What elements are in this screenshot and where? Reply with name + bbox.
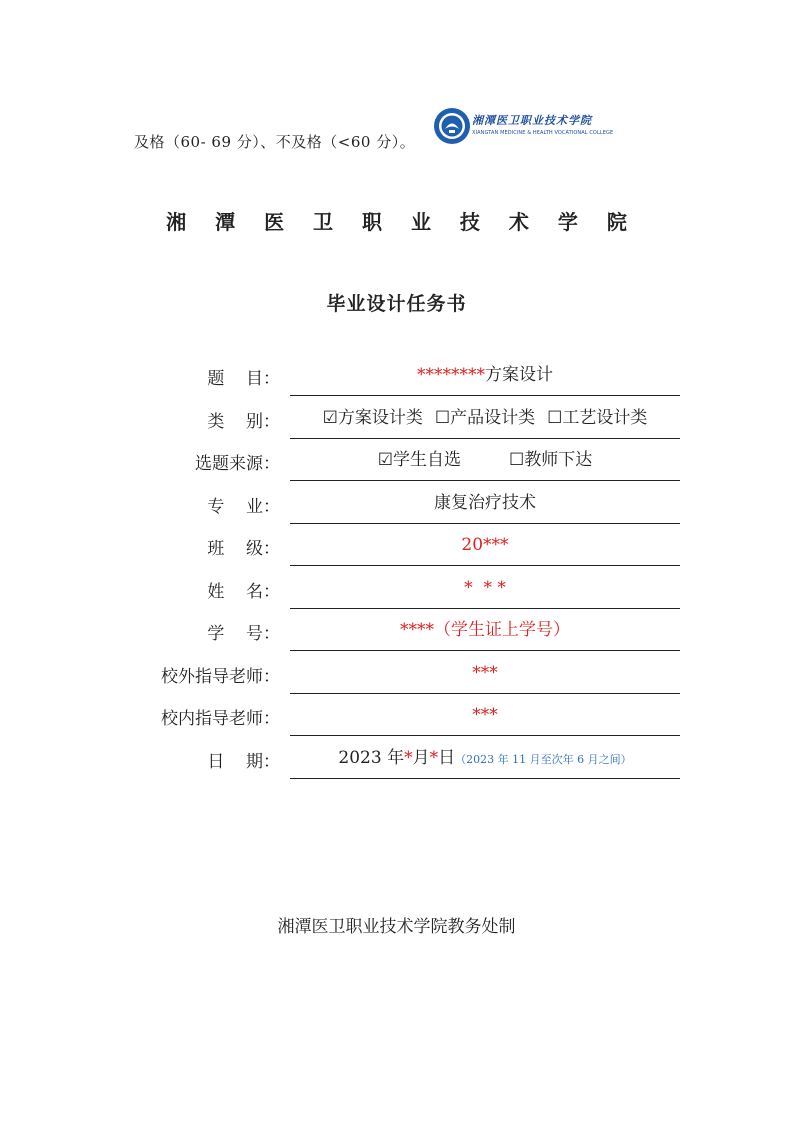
row-source [0,440,793,483]
row-category [0,398,793,441]
category-option-process[interactable]: ☐工艺设计类 [547,407,648,428]
student-id-label: 学 号： [207,624,280,644]
name-label: 姓 名： [207,581,280,602]
category-options [290,398,680,439]
external-advisor-label: 校外指导老师： [161,666,280,687]
source-option-self[interactable]: ☑学生自选 [377,450,461,470]
row-internal-advisor [0,695,793,738]
row-date [0,738,793,781]
logo-cn: 湘潭医卫职业技术学院 [472,114,592,127]
logo-en: XIANGTAN MEDICINE & HEALTH VOCATIONAL COLLEGE [472,130,614,136]
college-logo-text [472,112,613,136]
major-value: 康复治疗技术 [290,483,680,524]
topic-label: 题 目： [207,369,280,389]
category-option-scheme[interactable]: ☑方案设计类 [322,407,423,428]
footer-issuer: 湘潭医卫职业技术学院教务处制 [277,917,516,937]
date-label: 日 期： [207,751,280,772]
row-name [0,568,793,611]
class-label: 班 级： [207,539,280,559]
source-options [290,440,680,481]
major-label: 专 业： [207,496,280,517]
grading-note: 及格（60- 69 分）、不及格（<60 分）。 [134,133,416,151]
topic-value: ********方案设计 [290,355,680,396]
row-major [0,483,793,526]
row-student-id [0,610,793,653]
name-value: * * * [290,568,680,609]
row-external-advisor [0,653,793,696]
internal-advisor-value: *** [290,695,680,736]
school-name: 湘 潭 医 卫 职 业 技 术 学 院 [166,210,638,234]
external-advisor-value: *** [290,653,680,694]
row-class [0,525,793,568]
source-option-teacher[interactable]: ☐教师下达 [509,450,593,470]
category-label: 类 别： [207,411,280,432]
category-option-product[interactable]: ☐产品设计类 [434,407,536,428]
date-hint: （2023 年 11 月至次年 6 月之间） [455,752,632,766]
task-form [0,355,793,780]
class-value: 20*** [290,525,680,566]
row-topic [0,355,793,398]
source-label: 选题来源： [195,454,280,474]
internal-advisor-label: 校内指导老师： [161,709,280,729]
document-title: 毕业设计任务书 [326,293,467,315]
date-value: 2023 年*月*日（2023 年 11 月至次年 6 月之间） [290,738,680,779]
student-id-value: ****（学生证上学号） [290,610,680,651]
